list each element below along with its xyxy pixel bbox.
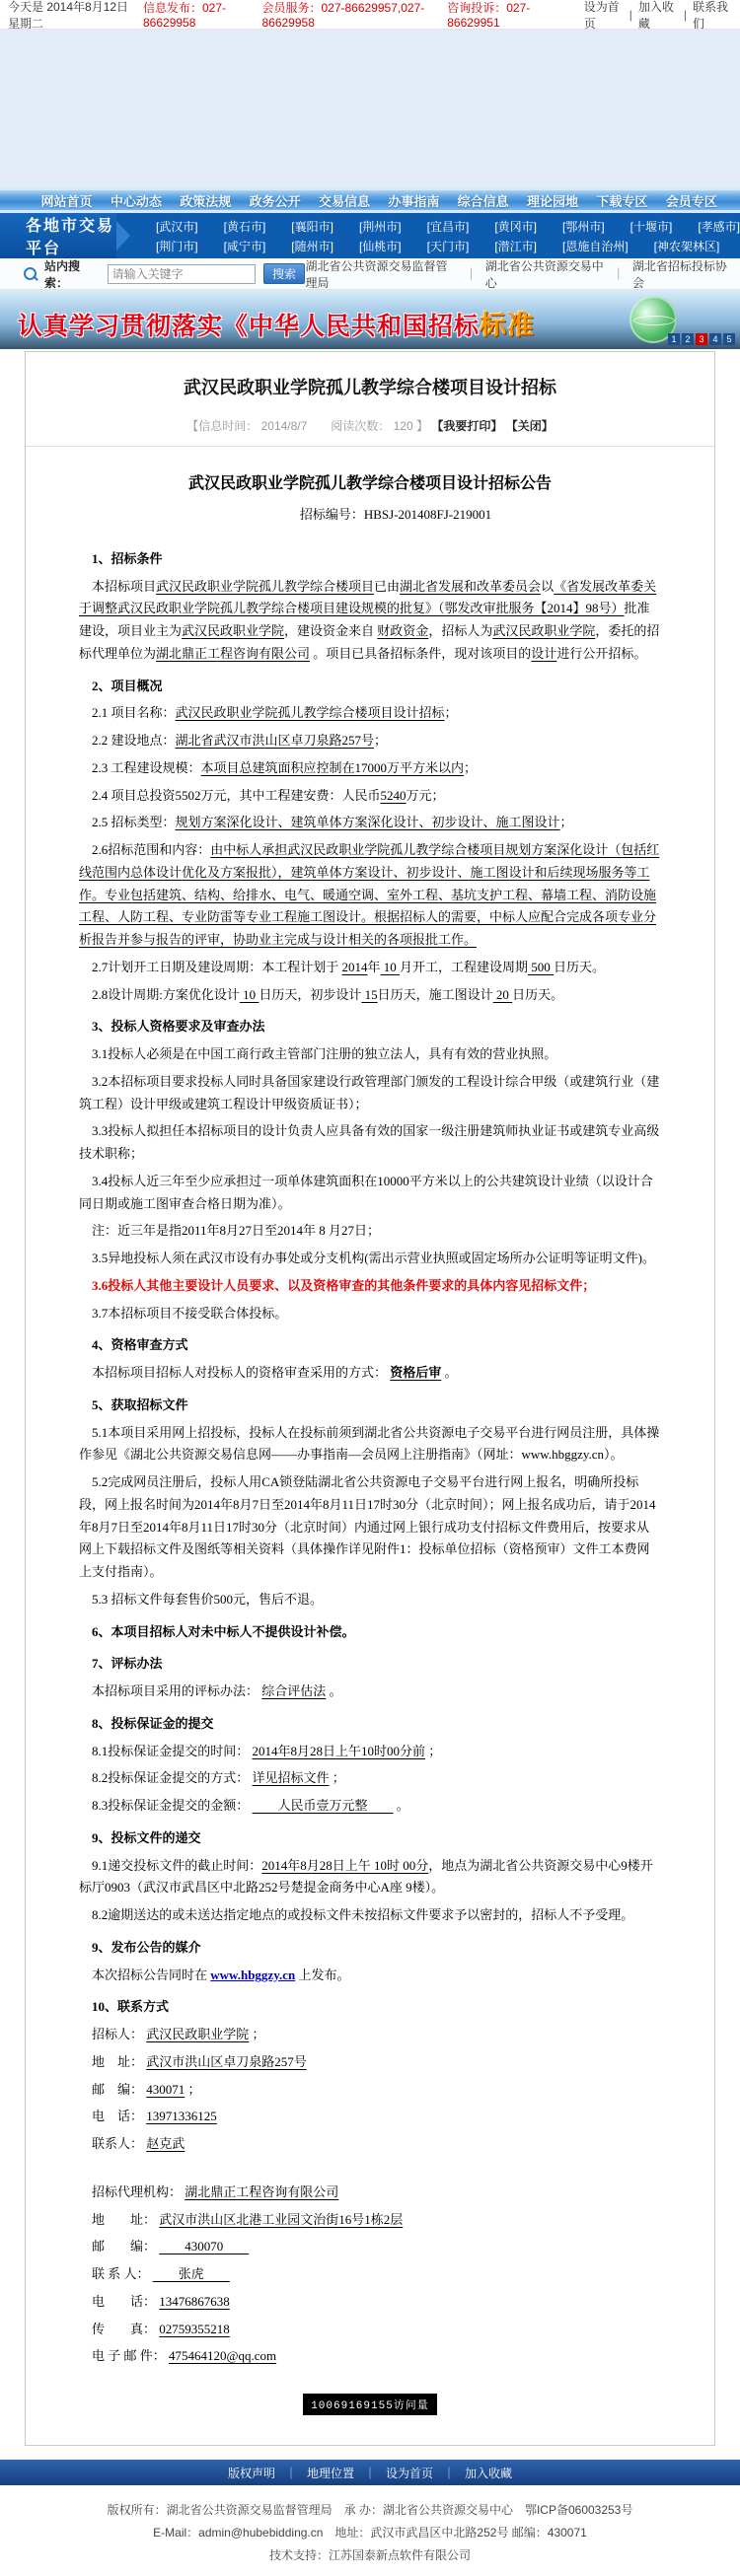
- doc-paragraph: [79, 1996, 661, 2019]
- doc-text: 武汉市洪山区北港工业园文治街16号1栋2层: [159, 2211, 404, 2227]
- inline-link[interactable]: www.hbggzy.cn: [210, 1967, 296, 1982]
- doc-text: 2.5 招标类型：: [92, 815, 176, 830]
- city-link[interactable]: [天门市]: [426, 239, 470, 253]
- org-links: [305, 257, 730, 291]
- doc-paragraph: [79, 2024, 661, 2046]
- doc-paragraph: [79, 1741, 661, 1763]
- doc-text: 招标编号：HBSJ-201408FJ-219001: [299, 507, 492, 522]
- city-platform-title-text: 各地市交易平台: [26, 218, 115, 257]
- doc-text: ；: [444, 705, 458, 721]
- doc-text: 5240: [380, 787, 407, 803]
- doc-text: 9.1递交投标文件的截止时间：: [92, 1857, 262, 1873]
- footer-link[interactable]: 版权声明: [227, 2466, 275, 2480]
- city-link[interactable]: [随州市]: [291, 239, 333, 253]
- doc-text: 3.6投标人其他主要设计人员要求、以及资格审查的其他条件要求的具体内容见招标文件；: [92, 1277, 596, 1293]
- doc-paragraph: [79, 504, 661, 527]
- doc-text: 武汉民政职业学院: [146, 2027, 250, 2041]
- separator: ｜: [465, 267, 478, 281]
- city-link[interactable]: [黄石市]: [223, 219, 266, 234]
- doc-text: 张虎: [152, 2266, 230, 2281]
- doc-paragraph: [79, 1043, 661, 1066]
- separator: [566, 6, 578, 23]
- doc-text: 详见招标文件: [252, 1770, 330, 1786]
- city-link[interactable]: [潜江市]: [494, 239, 537, 253]
- doc-text: 联系人：: [92, 2136, 147, 2151]
- doc-text: 招标代理机构：: [92, 2183, 185, 2199]
- doc-text: 以: [541, 578, 555, 594]
- doc-text: 。: [441, 1365, 458, 1380]
- doc-text: 日历天，初步设计: [259, 986, 362, 1002]
- footer-line: 版权所有：湖北省公共资源交易监督管理局 承 办：湖北省公共资源交易中心 鄂ICP备06003253号: [107, 2503, 633, 2517]
- nav-item[interactable]: 理论园地: [527, 193, 579, 209]
- search-button[interactable]: 搜索: [263, 263, 306, 284]
- separator: |: [683, 7, 687, 22]
- doc-text: 注：近三年是指2011年8月27日至2014年 8 月27日；: [92, 1223, 381, 1239]
- doc-text: 1、招标条件: [92, 550, 163, 566]
- doc-text: 5、获取招标文件: [92, 1396, 188, 1412]
- doc-text: 8.1投标保证金提交的时间：: [92, 1743, 253, 1758]
- doc-text: 430070: [159, 2239, 250, 2254]
- doc-text: 电 话：: [92, 2293, 160, 2309]
- doc-text: 3.3投标人拟担任本招标项目的设计负责人应具备有效的国家一级注册建筑师执业证书或建筑专业高级技术职称；: [79, 1123, 660, 1161]
- doc-paragraph: [79, 785, 661, 808]
- city-link[interactable]: [咸宁市]: [223, 239, 266, 253]
- doc-text: 武汉民政职业学院孤儿教学综合楼项目: [156, 578, 375, 594]
- banner-page-dot[interactable]: 3: [696, 333, 707, 345]
- banner-page-dot[interactable]: 1: [668, 333, 680, 345]
- doc-paragraph: [79, 1621, 661, 1644]
- doc-text: 已由: [374, 578, 401, 594]
- separator: ｜: [284, 2466, 297, 2480]
- doc-text: 500: [528, 959, 555, 974]
- nav-item[interactable]: 网站首页: [40, 193, 93, 209]
- city-link[interactable]: [黄冈市]: [494, 219, 537, 234]
- doc-paragraph: [79, 1855, 661, 1900]
- doc-text: ；: [249, 2027, 265, 2041]
- doc-text: 电 子 邮 件：: [92, 2348, 170, 2364]
- doc-text: 2014: [341, 959, 368, 974]
- doc-text: ；: [374, 733, 388, 748]
- visit-counter: 10069169155访问量: [303, 2394, 437, 2415]
- doc-text: 本招标项目招标人对投标人的资格审查采用的方式：: [92, 1365, 391, 1380]
- doc-text: ；: [464, 759, 478, 775]
- nav-item[interactable]: 政策法规: [180, 193, 232, 209]
- doc-text: 本项目总建筑面积应控制在17000万平方米以内: [200, 759, 465, 775]
- doc-text: 湖北鼎正工程咨询有限公司: [156, 645, 311, 661]
- doc-text: 上发布。: [295, 1967, 350, 1982]
- doc-paragraph: [79, 1120, 661, 1166]
- doc-paragraph: [79, 2236, 661, 2258]
- doc-text: ；: [425, 1743, 442, 1758]
- doc-text: 8.3投标保证金提交的金额：: [92, 1798, 253, 1813]
- doc-text: 9、投标文件的递交: [92, 1829, 201, 1845]
- doc-text: 本招标项目采用的评标办法：: [92, 1683, 262, 1698]
- doc-text: 475464120@qq.com: [169, 2348, 277, 2364]
- doc-text: 邮 编：: [92, 2081, 147, 2097]
- doc-text: 批准建设，项目业主为: [79, 601, 650, 638]
- footer-link[interactable]: 加入收藏: [465, 2466, 513, 2480]
- doc-text: 3.5异地投标人须在武汉市设有办事处或分支机构(需出示营业执照或固定场所办公证明等证明文件)。: [92, 1251, 655, 1265]
- doc-text: 湖北省武汉市洪山区卓刀泉路257号: [175, 733, 375, 748]
- doc-text: 8.2投标保证金提交的方式：: [92, 1770, 253, 1786]
- city-row: [156, 238, 740, 254]
- doc-text: 15: [361, 986, 378, 1002]
- doc-text: 3.2本招标项目要求投标人同时具备国家建设行政管理部门颁发的工程设计综合甲级（或建筑行业（建筑工程）设计甲级或建筑工程设计甲级资质证书）；: [79, 1073, 660, 1111]
- doc-text: 4、资格审查方式: [92, 1337, 188, 1353]
- article-panel: [25, 351, 715, 2446]
- nav-item[interactable]: 中心动态: [110, 193, 162, 209]
- doc-text: 2.7计划开工日期及建设周期：本工程计划于: [92, 959, 342, 974]
- doc-text: 13476867638: [159, 2293, 230, 2309]
- doc-text: 招标人：: [92, 2027, 147, 2041]
- counter-row: [26, 2394, 714, 2415]
- doc-text: 赵克武: [146, 2136, 185, 2151]
- doc-text: 3.1投标人必须是在中国工商行政主管部门注册的独立法人，具有有效的营业执照。: [92, 1046, 557, 1061]
- city-link[interactable]: [神农架林区]: [653, 239, 720, 253]
- doc-text: ；: [559, 815, 573, 830]
- city-row: [156, 218, 740, 235]
- separator: ｜: [612, 267, 625, 281]
- separator: ｜: [443, 2466, 456, 2480]
- doc-paragraph: [79, 702, 661, 725]
- doc-text: 武汉民政职业学院孤儿教学综合楼项目设计招标: [175, 705, 445, 721]
- close-button[interactable]: 【关闭】: [505, 419, 554, 433]
- doc-paragraph: [79, 548, 661, 571]
- doc-text: 5.2完成网员注册后，投标人用CA锁登陆湖北省公共资源电子交易平台进行网上报名，明确所投标段，网上报名时间为2014年8月7日至2014年8月11日17时30分（北京时间）；网上报名成功后，请于2014年8月7日至2014年8月11日17时30分（北京时间）内通过网上银行成功支付招标文件费用后，按要求从网上下载招标文件及图纸等相关资料（具体操作详见附件1：投标单位招标（资格预审）文件工本费网上支付指南）。: [79, 1474, 656, 1579]
- city-platform-title: [0, 213, 116, 258]
- doc-text: 财政资金: [377, 623, 429, 638]
- banner-slogan-red: 认真学习贯彻落实《中华人民共和国招标: [18, 313, 481, 340]
- arrow-right-icon: [116, 221, 130, 250]
- doc-text: ，委托的招标代理单位为: [79, 623, 660, 661]
- doc-text: 7、评标办法: [92, 1656, 163, 1672]
- doc-text: ，建设资金来自: [284, 623, 378, 638]
- doc-paragraph: [79, 2106, 661, 2128]
- doc-paragraph: [79, 812, 661, 834]
- doc-paragraph: [79, 2263, 661, 2286]
- doc-text: 3.4投标人近三年至少应承担过一项单体建筑面积在10000平方米以上的公共建筑设计业绩（以设计合同日期或施工图审查合格日期为准）。: [79, 1173, 653, 1211]
- doc-text: 综合评估法: [261, 1683, 327, 1698]
- nav-item[interactable]: 综合信息: [457, 193, 509, 209]
- top-link-3[interactable]: 联系我们: [692, 0, 728, 31]
- city-link[interactable]: [宜昌市]: [426, 219, 470, 234]
- doc-text: 10: [239, 986, 259, 1002]
- doc-paragraph: [79, 1589, 661, 1611]
- doc-text: 2014年8月28日上午10时00分前: [252, 1743, 426, 1758]
- doc-paragraph: [79, 2319, 661, 2341]
- doc-paragraph: [79, 2051, 661, 2074]
- top-link-2[interactable]: 加入收藏: [637, 0, 674, 31]
- banner-page-dot[interactable]: 5: [723, 333, 735, 345]
- doc-paragraph: [79, 1220, 661, 1243]
- nav-item[interactable]: 交易信息: [318, 193, 370, 209]
- doc-text: ，招标人为: [428, 623, 493, 638]
- doc-text: 年: [367, 959, 381, 974]
- doc-text: 日历天，施工图设计: [377, 986, 493, 1002]
- doc-text: 2.4 项目总投资5502万元，其中工程建安费：人民币: [92, 787, 381, 803]
- top-bar-right: [143, 0, 732, 32]
- doc-text: 资格后审: [390, 1365, 442, 1380]
- banner-page-dot[interactable]: 2: [682, 333, 694, 345]
- doc-paragraph: [79, 1395, 661, 1417]
- doc-text: 本次招标公告同时在: [92, 1967, 211, 1982]
- doc-paragraph: [79, 1767, 661, 1790]
- doc-text: 430071: [146, 2081, 185, 2097]
- doc-paragraph: [79, 2291, 661, 2314]
- city-link[interactable]: [武汉市]: [155, 219, 198, 234]
- doc-paragraph: [79, 1303, 661, 1325]
- doc-paragraph: [79, 1334, 661, 1357]
- doc-text: 地 址：: [92, 2053, 147, 2069]
- doc-text: 。: [393, 1798, 409, 1813]
- current-date: 今天是 2014年8月12日 星期二: [8, 0, 129, 31]
- document-body: [26, 447, 714, 2368]
- doc-paragraph: [79, 1071, 661, 1116]
- doc-text: 5.1本项目采用网上招投标，投标人在投标前须到湖北省公共资源电子交易平台进行网员注册，具体操作参见《湖北公共资源交易信息网——办事指南—会员网上注册指南》（网址：www.hbggzy.cn）。: [79, 1424, 660, 1463]
- doc-text: 。项目已具备招标条件，现对该项目的: [310, 645, 532, 661]
- doc-paragraph: [79, 2209, 661, 2232]
- doc-paragraph: [79, 1471, 661, 1584]
- doc-text: ，地点为湖北省公共资源交易中心9楼开标厅0903（武汉市武昌区中北路252号楚提金商务中心A座 9楼）。: [79, 1857, 653, 1896]
- footer-link[interactable]: 地理位置: [306, 2466, 354, 2480]
- header-banner-area: [0, 30, 740, 187]
- doc-text: 2.8设计周期:方案优化设计: [92, 986, 240, 1002]
- doc-text: 地 址：: [92, 2211, 160, 2227]
- doc-text: 联 系 人：: [92, 2266, 153, 2281]
- doc-text: 10: [380, 959, 401, 974]
- doc-text: 武汉市洪山区卓刀泉路257号: [146, 2053, 307, 2069]
- doc-text: 由中标人承担武汉民政职业学院孤儿教学综合楼项目规划方案深化设计（包括红线范围内总体设计优化及方案报批），建筑单体方案设计、初步设计、施工图设计和后续现场服务等工作。专业包括建筑、结构、给排水、电气、暖通空调、室外工程、基坑支护工程、幕墙工程、消防设施工程、人防工程、专业防雷等专业工程施工图设计。根据招标人的需要，中标人应配合完成各项专业分析报告并参与报告的评审，协助业主完成与设计相关的各项报批工作。: [79, 842, 660, 947]
- doc-paragraph: [79, 470, 661, 498]
- city-link[interactable]: [恩施自治州]: [561, 239, 629, 253]
- doc-text: 2.6招标范围和内容：: [92, 842, 211, 857]
- doc-paragraph: [79, 1653, 661, 1676]
- doc-paragraph: [79, 839, 661, 952]
- footer-info: [0, 2485, 740, 2576]
- banner-slogan: [18, 304, 535, 342]
- doc-text: 20: [492, 986, 513, 1002]
- doc-text: 日历天。: [512, 986, 564, 1002]
- doc-text: 人民币壹万元整: [252, 1798, 394, 1813]
- footer-line: 技术支持：江苏国泰新点软件有限公司: [268, 2547, 471, 2562]
- banner-slogan-orange: 标准: [480, 311, 536, 340]
- doc-text: 13971336125: [146, 2109, 217, 2124]
- separator: ｜: [363, 2466, 376, 2480]
- city-link[interactable]: [鄂州市]: [561, 219, 605, 234]
- city-link[interactable]: [孝感市]: [698, 219, 740, 234]
- nav-item[interactable]: 政务公开: [249, 193, 301, 209]
- doc-text: 2014年8月28日上午 10时 00分: [261, 1857, 429, 1873]
- hotline-text: 会员服务：027-86629957,027-86629958: [261, 1, 425, 30]
- doc-paragraph: [79, 1965, 661, 1987]
- doc-paragraph: [79, 1362, 661, 1385]
- doc-text: 传 真：: [92, 2321, 160, 2336]
- doc-paragraph: [79, 1422, 661, 1467]
- footer-link[interactable]: 设为首页: [386, 2466, 434, 2480]
- doc-text: 02759355218: [159, 2321, 230, 2336]
- search-input[interactable]: [108, 264, 256, 284]
- doc-paragraph: [79, 1171, 661, 1216]
- doc-text: 9、发布公告的媒介: [92, 1939, 201, 1955]
- banner-pager: [668, 333, 735, 345]
- doc-paragraph: [79, 1795, 661, 1818]
- footer-nav: [0, 2460, 740, 2485]
- doc-text: 进行公开招标。: [556, 645, 647, 661]
- footer-line: E-Mail：admin@hubebidding.cn 地址：武汉市武昌区中北路252号 邮编：430071: [153, 2525, 587, 2540]
- doc-text: 3、投标人资格要求及审查办法: [92, 1019, 265, 1035]
- doc-text: 日历天。: [554, 959, 606, 974]
- doc-paragraph: [79, 730, 661, 752]
- doc-paragraph: [79, 1681, 661, 1703]
- doc-text: 。: [326, 1683, 342, 1698]
- doc-text: 月开工，工程建设周期: [400, 959, 529, 974]
- doc-paragraph: [79, 1016, 661, 1038]
- nav-item[interactable]: 下载专区: [596, 193, 648, 209]
- article-meta-info: 【信息时间： 2014/8/7 阅读次数： 120 】: [186, 419, 429, 433]
- doc-paragraph: [79, 1275, 661, 1298]
- doc-paragraph: [79, 1904, 661, 1927]
- doc-text: ；: [329, 1770, 345, 1786]
- search-bar: [0, 258, 740, 290]
- article-meta: [26, 417, 714, 447]
- city-links: [116, 213, 740, 258]
- doc-paragraph: [79, 676, 661, 698]
- banner-page-dot[interactable]: 4: [709, 333, 721, 345]
- city-link[interactable]: [荆门市]: [155, 239, 198, 253]
- hotline-text: 咨询投诉：027-86629951: [447, 1, 531, 30]
- doc-text: 武汉民政职业学院: [182, 623, 285, 638]
- doc-text: 2.2 建设地点：: [92, 733, 176, 748]
- doc-paragraph: [79, 2079, 661, 2102]
- slogan-banner: [0, 290, 740, 349]
- print-button[interactable]: 【我要打印】: [431, 419, 503, 433]
- doc-text: 湖北省发展和改革委员会: [400, 578, 542, 594]
- org-link[interactable]: 湖北省公共资源交易中心: [484, 258, 604, 290]
- doc-paragraph: [79, 957, 661, 979]
- city-link[interactable]: [十堰市]: [629, 219, 673, 234]
- doc-paragraph: [79, 2182, 661, 2204]
- doc-paragraph: [79, 1937, 661, 1960]
- doc-text: 6、本项目招标人对未中标人不提供设计补偿。: [92, 1623, 355, 1639]
- org-link[interactable]: 湖北省招标投标协会: [631, 258, 727, 290]
- doc-paragraph: [79, 2345, 661, 2368]
- doc-text: 电 话：: [92, 2109, 147, 2124]
- doc-paragraph: [79, 1248, 661, 1270]
- doc-text: ；: [185, 2081, 201, 2097]
- doc-text: 武汉民政职业学院: [492, 623, 596, 638]
- doc-paragraph: [79, 576, 661, 666]
- doc-text: 万元；: [406, 787, 445, 803]
- doc-paragraph: [79, 1827, 661, 1850]
- doc-text: 2、项目概况: [92, 678, 163, 693]
- doc-text: 设计: [531, 645, 557, 661]
- doc-text: 8.2逾期送达的或未送达指定地点的或投标文件未按招标文件要求予以密封的，招标人不予受理。: [92, 1907, 634, 1922]
- nav-item[interactable]: 会员专区: [665, 193, 717, 209]
- doc-paragraph: [79, 984, 661, 1007]
- doc-text: 湖北鼎正工程咨询有限公司: [185, 2183, 339, 2199]
- separator: |: [629, 7, 632, 22]
- doc-paragraph: [79, 2161, 661, 2177]
- doc-text: 2.1 项目名称：: [92, 705, 176, 721]
- org-link[interactable]: 湖北省公共资源交易监督管理局: [305, 258, 448, 290]
- doc-text: 2.3 工程建设规模：: [92, 759, 201, 775]
- city-link[interactable]: [仙桃市]: [358, 239, 402, 253]
- doc-text: 邮 编：: [92, 2239, 160, 2254]
- doc-text: 武汉民政职业学院孤儿教学综合楼项目设计招标公告: [187, 475, 552, 492]
- city-link[interactable]: [襄阳市]: [291, 219, 333, 234]
- hotline-text: 信息发布：027-86629958: [143, 1, 227, 30]
- top-link-1[interactable]: 设为首页: [583, 0, 620, 31]
- doc-text: 3.7本招标项目不接受联合体投标。: [92, 1305, 288, 1321]
- page-title: 武汉民政职业学院孤儿教学综合楼项目设计招标: [184, 378, 556, 397]
- search-icon: [24, 267, 37, 281]
- nav-item[interactable]: 办事指南: [388, 193, 440, 209]
- doc-text: 本招标项目: [92, 578, 157, 594]
- doc-text: 8、投标保证金的提交: [92, 1715, 214, 1731]
- city-link[interactable]: [荆州市]: [358, 219, 402, 234]
- doc-text: 10、联系方式: [92, 1999, 170, 2015]
- top-bar: [0, 0, 740, 30]
- doc-paragraph: [79, 757, 661, 780]
- doc-text: 《省发展改革委关于调整武汉民政职业学院孤儿教学综合楼项目建设规模的批复》（鄂发改审批服务【2014】98号）: [79, 578, 657, 616]
- doc-text: 规划方案深化设计、建筑单体方案深化设计、初步设计、施工图设计: [175, 815, 560, 830]
- doc-paragraph: [79, 2133, 661, 2156]
- doc-text: 5.3 招标文件每套售价500元，售后不退。: [92, 1591, 324, 1607]
- doc-paragraph: [79, 1713, 661, 1736]
- search-label: 站内搜索：: [43, 258, 80, 290]
- city-platform-bar: [0, 213, 740, 258]
- main-nav: [0, 187, 740, 213]
